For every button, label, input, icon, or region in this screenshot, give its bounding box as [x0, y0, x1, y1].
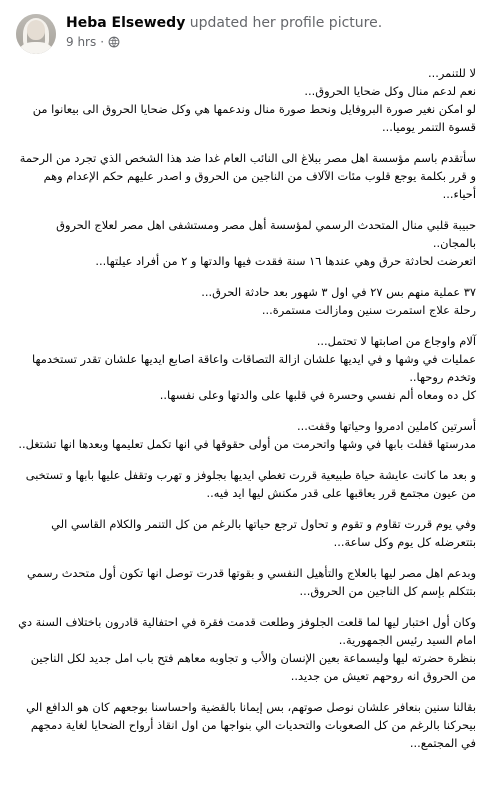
text-line: ٣٧ عملية منهم بس ٢٧ في اول ٣ شهور بعد حادثة الحرق... — [201, 285, 476, 299]
text-line: اتعرضت لحادثة حرق وهي عندها ١٦ سنة فقدت فيها والدتها و ٢ من أفراد عيلتها... — [95, 254, 476, 268]
text-line: بنظرة حضرته ليها وليسماعة بعين الإنسان والأب و تجاوبه معاهم فتح باب امل جديد لكل الناجين من الحروق انه روحهم تعيش من جديد.. — [30, 651, 476, 683]
text-line: كل ده ومعاه ألم نفسي وحسرة في قلبها على والدتها وعلى نفسها.. — [159, 388, 476, 402]
post-meta — [66, 35, 382, 49]
post-action-text: updated her profile picture. — [189, 15, 383, 31]
paragraph — [16, 466, 476, 502]
text-line: لا للتنمر... — [428, 66, 476, 80]
text-line: حبيبة قلبي منال المتحدث الرسمي لمؤسسة أهل مصر ومستشفى اهل مصر لعلاج الحروق بالمجان.. — [56, 218, 476, 250]
text-line: سأتقدم باسم مؤسسة اهل مصر ببلاغ الى النائب العام غدا ضد هذا الشخص الذي تجرد من الرحمة و قرر بكلمة يوجع قلوب مئات الآلاف من الناجين من الحروق و اصدر عليهم حكم الإعدام وهم أحياء... — [19, 151, 476, 201]
meta-separator: · — [100, 35, 105, 49]
text-line: لو امكن نغير صورة البروفايل ونحط صورة منال وندعمها هي وكل ضحايا الحروق الى بيعانوا من قسوة التنمر يوميا... — [32, 102, 476, 134]
text-line: آلام واوجاع من اصابتها لا تحتمل... — [316, 334, 476, 348]
text-line: و بعد ما كانت عايشة حياة طبيعية قررت تغطي ايديها بجلوفز و تهرب وتقفل عليها بابها و تستخبى من عيون مجتمع قرر يعاقبها على قدر مكنش ليها ايد فيه.. — [25, 468, 476, 500]
text-line: وبدعم اهل مصر ليها بالعلاج والتأهيل النفسي و بقوتها قدرت توصل انها تكون أول متحدث رسمي بتتكلم بإسم كل الناجين من الحروق... — [26, 566, 476, 598]
text-line: وفي يوم قررت تقاوم و تقوم و تحاول ترجع حياتها بالرغم من كل التنمر والكلام القاسي الي بتتعرضله كل يوم وكل ساعة... — [51, 517, 476, 549]
paragraph — [16, 564, 476, 600]
paragraph — [16, 332, 476, 404]
paragraph — [16, 64, 476, 136]
post-body — [16, 64, 476, 765]
post-timestamp[interactable]: 9 hrs — [66, 35, 97, 49]
paragraph — [16, 515, 476, 551]
paragraph — [16, 698, 476, 752]
paragraph — [16, 417, 476, 453]
text-line: مدرستها قفلت بابها في وشها واتحرمت من أولى حقوقها في انها تكمل تعليمها وبعدها انها تشتغل.. — [18, 437, 476, 451]
text-line: نعم لدعم منال وكل ضحايا الحروق... — [304, 84, 476, 98]
paragraph — [16, 283, 476, 319]
text-line: رحلة علاج استمرت سنين ومازالت مستمرة... — [261, 303, 476, 317]
paragraph — [16, 149, 476, 203]
post-header-text — [66, 10, 382, 49]
globe-icon[interactable] — [108, 36, 120, 48]
paragraph — [16, 216, 476, 270]
text-line: أسرتين كاملين ادمروا وحياتها وقفت... — [296, 419, 476, 433]
text-line: بقالنا سنين بنعافر علشان نوصل صوتهم، بس إيمانا بالقضية واحساسنا بوجعهم كان هو الدافع الي بيحركنا بالرغم من كل الصعوبات والتحديات الي بنواجها من اول انقاذ أرواح الضحايا لغاية دمجهم في المجتمع... — [26, 700, 476, 750]
avatar[interactable] — [16, 14, 56, 54]
text-line: وكان أول اختبار ليها لما قلعت الجلوفز وطلعت قدمت فقرة في احتفالية قادرون باختلاف السنة دي امام السيد رئيس الجمهورية.. — [18, 615, 476, 647]
paragraph — [16, 613, 476, 685]
post-header — [16, 10, 476, 56]
post-title-line — [66, 14, 382, 32]
author-name[interactable]: Heba Elsewedy — [66, 15, 186, 31]
text-line: عمليات في وشها و في ايديها علشان ازالة التصاقات واعاقة اصابع ايديها علشان تقدر تستخدمها وتخدم روحها.. — [32, 352, 476, 384]
